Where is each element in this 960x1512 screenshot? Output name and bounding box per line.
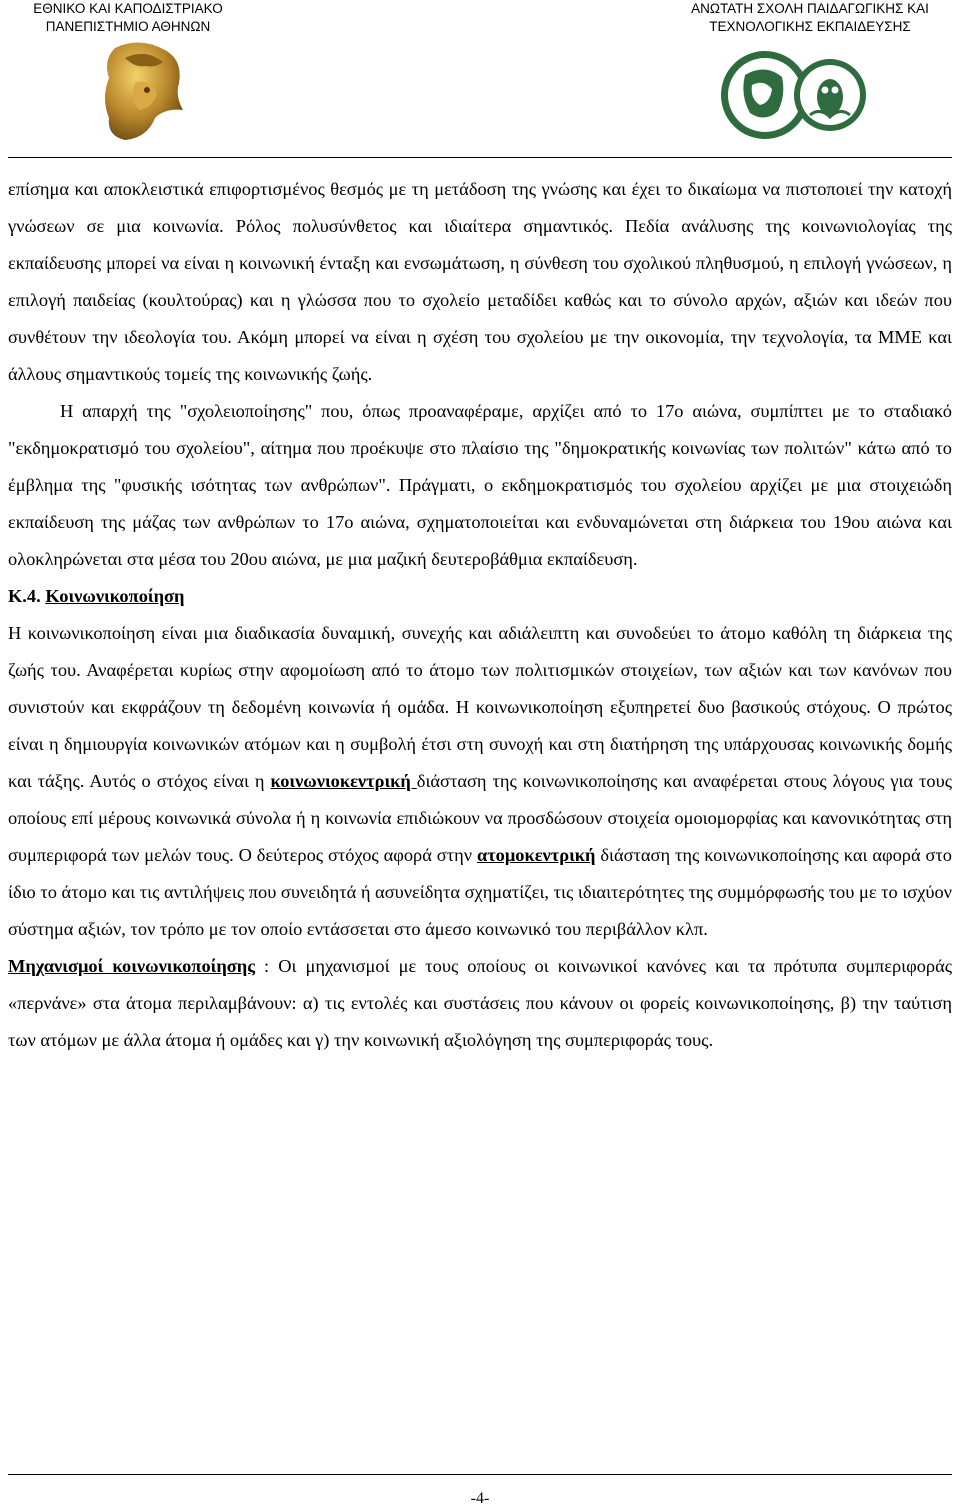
- term-individualcentric: ατομοκεντρική: [476, 845, 596, 865]
- header-left: [8, 0, 248, 36]
- header-divider: [8, 157, 952, 158]
- school-name-line2: ΤΕΧΝΟΛΟΓΙΚΗΣ ΕΚΠΑΙΔΕΥΣΗΣ: [709, 19, 911, 34]
- header-right: [670, 0, 950, 36]
- footer-divider: [8, 1474, 952, 1475]
- school-name-line1: ΑΝΩΤΑΤΗ ΣΧΟΛΗ ΠΑΙΔΑΓΩΓΙΚΗΣ ΚΑΙ: [691, 1, 929, 16]
- term-sociocentric: κοινωνιοκεντρική: [270, 771, 417, 791]
- paragraph-3: [8, 615, 952, 948]
- paragraph-3-text-a: Η κοινωνικοποίηση είναι μια διαδικασία δυναμική, συνεχής και αδιάλειπτη και συνοδεύει το άτομο καθόλη τη διάρκεια της ζωής του. Αναφέρεται κυρίως στην αφομοίωση από το άτομο των πολιτισμικών στοιχείων, των αξιών και των κανόνων που συνιστούν και εκφράζουν τη δεδομένη κοινωνία ή ομάδα. Η κοινωνικοποίηση εξυπηρετεί δυο βασικούς στόχους. Ο πρώτος είναι η δημιουργία κοινωνικών ατόμων και η συμβολή έτσι στη συνοχή και στη διατήρηση της υπάρχουσας κοινωνικής δομής και τάξης. Αυτός ο στόχος είναι η: [8, 623, 952, 791]
- paragraph-2: Η απαρχή της "σχολειοποίησης" που, όπως προαναφέραμε, αρχίζει από το 17ο αιώνα, συμπίπτει με το σταδιακό "εκδημοκρατισμό του σχολείου", αίτημα που προέκυψε στο πλαίσιο της "δημοκρατικής κοινωνίας των πολιτών" κάτω από το έμβλημα της "φυσικής ισότητας των ανθρώπων". Πράγματι, ο εκδημοκρατισμός του σχολείου αρχίζει με μια στοιχειώδη εκπαίδευση της μάζας των ανθρώπων το 17ο αιώνα, σχηματοποιείται και ενδυναμώνεται στη διάρκεια του 19ου αιώνα και ολοκληρώνεται στα μέσα του 20ου αιώνα, με μια μαζική δευτεροβάθμια εκπαίδευση.: [8, 401, 952, 569]
- paragraph-4: [8, 948, 952, 1059]
- page-number: -4-: [470, 1490, 490, 1507]
- paragraph-3-text-e: διάσταση της κοινωνικοποίησης και αφορά στο ίδιο το άτομο και τις αντιλήψεις που συνειδητά ή ασυνείδητα σχηματίζει, τις ιδιαιτερότητες της συμμόρφωσής του με το ισχύον σύστημα αξιών, τον τρόπο με τον οποίο εντάσσεται στο άμεσο κοινωνικό του περιβάλλον κλπ.: [8, 845, 952, 939]
- paragraph-3-text-c: διάσταση της κοινωνικοποίησης και αναφέρεται στους λόγους για τους οποίους επί μέρους κοινωνικά σύνολα ή η κοινωνία επιδιώκουν να προσδώσουν στοιχεία ομοιομορφίας και κανονικότητας στη συμπεριφορά των μελών τους. Ο δεύτερος στόχος αφορά στην: [8, 771, 952, 865]
- paragraph-4-text: : Οι μηχανισμοί με τους οποίους οι κοινωνικοί κανόνες και τα πρότυπα συμπεριφοράς «περνάνε» στα άτομα περιλαμβάνουν: α) τις εντολές και συστάσεις που κάνουν οι φορείς κοινωνικοποίησης, β) την ταύτιση των ατόμων με άλλα άτομα ή ομάδες και γ) την κοινωνική αξιολόγηση της συμπεριφοράς τους.: [8, 956, 953, 1050]
- university-name-line1: ΕΘΝΙΚΟ ΚΑΙ ΚΑΠΟΔΙΣΤΡΙΑΚΟ: [33, 1, 223, 16]
- athena-logo: [95, 38, 190, 148]
- paragraph-1: επίσημα και αποκλειστικά επιφορτισμένος θεσμός με τη μετάδοση της γνώσης και έχει το δικαίωμα να πιστοποιεί την κατοχή γνώσεων σε μια κοινωνία. Ρόλος πολυσύνθετος και ιδιαίτερα σημαντικός. Πεδία ανάλυσης της κοινωνιολογίας της εκπαίδευσης μπορεί να είναι η κοινωνική ένταξη και ενσωμάτωση, η σύνθεση του σχολικού πληθυσμού, η επιλογή γνώσεων, η επιλογή παιδείας (κουλτούρας) και η γλώσσα που το σχολείο μεταδίδει καθώς και το σύνολο αρχών, αξιών και ιδεών που συνθέτουν την ιδεολογία του. Ακόμη μπορεί να είναι η σχέση του σχολείου με την οικονομία, την τεχνολογία, τα ΜΜΕ και άλλους σημαντικούς τομείς της κοινωνικής ζωής.: [8, 179, 952, 384]
- aspete-seal-logo: [720, 45, 870, 150]
- section-number: Κ.4.: [8, 586, 41, 606]
- section-heading: [8, 578, 952, 615]
- university-name-line2: ΠΑΝΕΠΙΣΤΗΜΙΟ ΑΘΗΝΩΝ: [45, 19, 211, 34]
- term-socialization-mechanisms: Μηχανισμοί κοινωνικοποίησης: [8, 956, 255, 976]
- document-body: [8, 171, 952, 1059]
- section-title: Κοινωνικοποίηση: [45, 586, 185, 606]
